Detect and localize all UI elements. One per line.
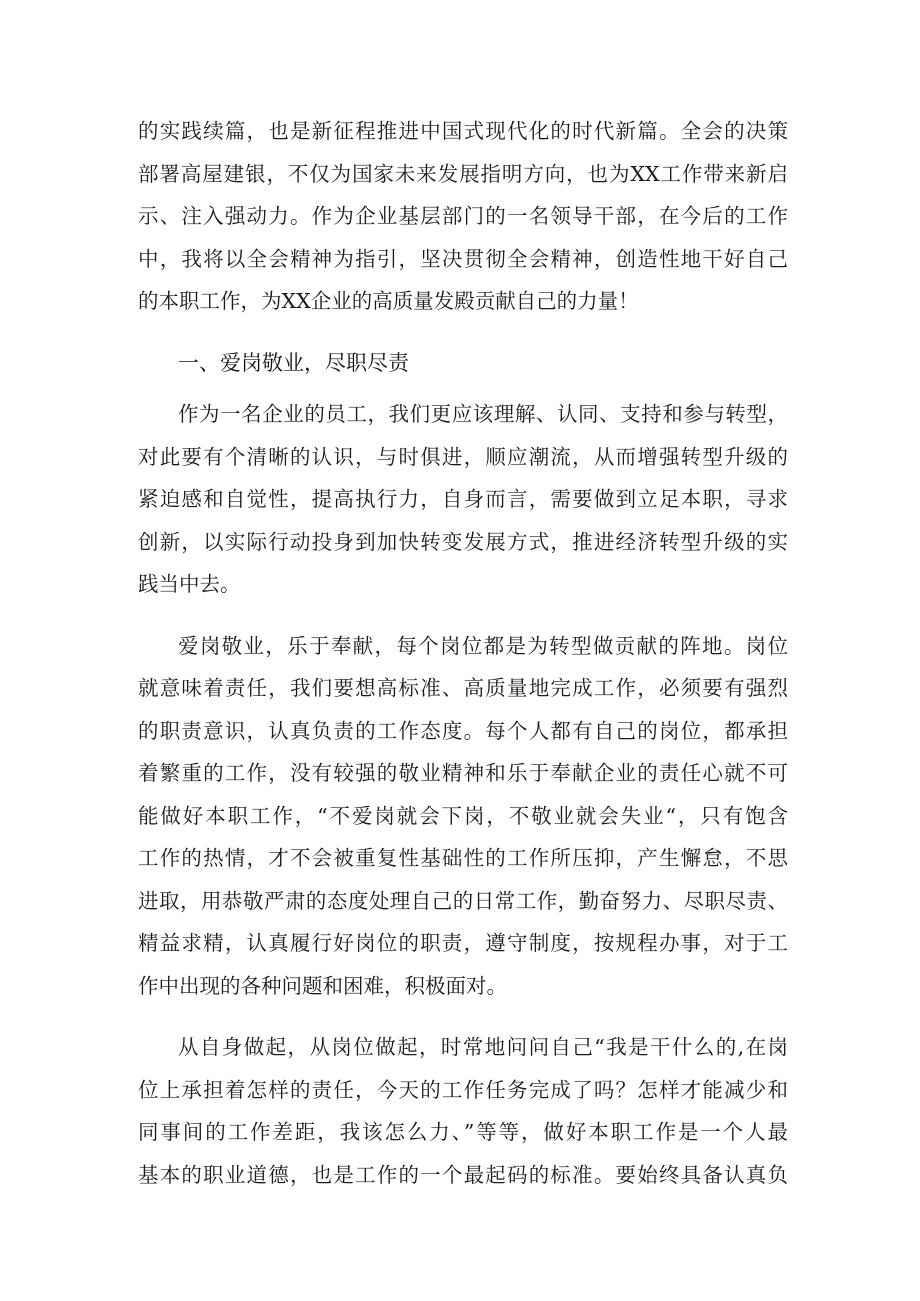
paragraph2-line-8: 精益求精，认真履行好岗位的职责，遵守制度，按规程办事，对于工: [138, 931, 788, 955]
paragraph1-line-3: 紧迫感和自觉性，提高执行力，自身而言，需要做到立足本职，寻求: [138, 487, 788, 511]
paragraph2-line-9: 作中出现的各种问题和困难，积极面对。: [138, 974, 507, 998]
paragraph3-line-2: 位上承担着怎样的责任，今天的工作任务完成了吗？怎样才能减少和: [138, 1078, 788, 1102]
paragraph1-line-4: 创新，以实际行动投身到加快转变发展方式，推进经济转型升级的实: [138, 530, 788, 554]
paragraph1-line-5: 践当中去。: [138, 572, 241, 596]
paragraph2-line-1: 爱岗敬业，乐于奉献，每个岗位都是为转型做贡献的阵地。岗位: [178, 634, 788, 658]
intro-line-2: 部署高屋建银，不仅为国家未来发展指明方向，也为XX工作带来新启: [138, 162, 788, 186]
paragraph2-line-6: 工作的热情，才不会被重复性基础性的工作所压抑，产生懈怠，不思: [138, 846, 788, 870]
paragraph3-line-1: 从自身做起，从岗位做起，时常地问问自己“我是干什么的,在岗: [178, 1035, 788, 1059]
paragraph2-line-5: 能做好本职工作，“不爱岗就会下岗，不敬业就会失业“，只有饱含: [138, 804, 788, 828]
intro-line-3: 示、注入强动力。作为企业基层部门的一名领导干部，在今后的工作: [138, 204, 788, 228]
paragraph3-line-3: 同事间的工作差距，我该怎么力、”等等，做好本职工作是一个人最: [138, 1120, 788, 1144]
paragraph3-line-4: 基本的职业道德，也是工作的一个最起码的标准。要始终具备认真负: [138, 1163, 788, 1187]
paragraph2-line-4: 着繁重的工作，没有较强的敬业精神和乐于奉献企业的责任心就不可: [138, 761, 788, 785]
paragraph2-line-7: 进取，用恭敬严肃的态度处理自己的日常工作，勤奋努力、尽职尽责、: [138, 889, 788, 913]
paragraph1-line-1: 作为一名企业的员工，我们更应该理解、认同、支持和参与转型，: [178, 402, 788, 426]
intro-line-5: 的本职工作，为XX企业的高质量发殿贡献自己的力量！: [138, 289, 639, 313]
intro-line-1: 的实践续篇，也是新征程推进中国式现代化的时代新篇。全会的决策: [138, 119, 788, 143]
paragraph2-line-2: 就意味着责任，我们要想高标准、高质量地完成工作，必须要有强烈: [138, 676, 788, 700]
paragraph1-line-2: 对此要有个清晰的认识，与时俱进，顺应潮流，从而增强转型升级的: [138, 445, 788, 469]
paragraph2-line-3: 的职责意识，认真负责的工作态度。每个人都有自己的岗位，都承担: [138, 719, 788, 743]
intro-line-4: 中，我将以全会精神为指引，坚决贯彻全会精神，创造性地干好自己: [138, 247, 788, 271]
section-heading: 一、爱岗敬业，尽职尽责: [178, 351, 409, 375]
